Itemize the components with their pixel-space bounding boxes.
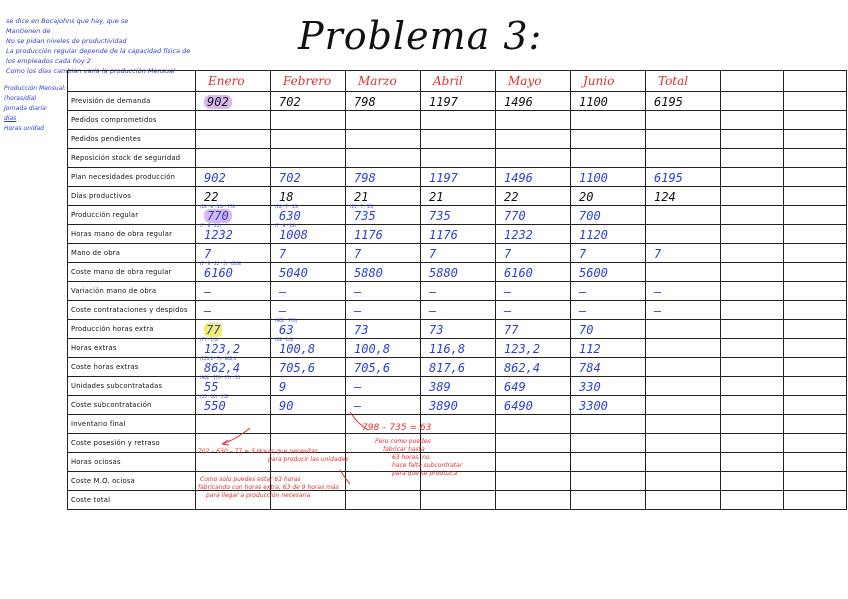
cell-value: 21 <box>429 190 444 204</box>
row-label: Coste mano de obra regular <box>68 263 196 282</box>
cell-value: 116,8 <box>429 342 466 356</box>
cell-value: 5040 <box>279 266 308 280</box>
month-header: Total <box>646 71 721 92</box>
cell-value: 7 <box>354 247 362 261</box>
calc-note: (7 · 8 · 22 · 5) · 6160 <box>200 261 242 266</box>
calc-note: (7 · 8 · 18) <box>275 223 296 228</box>
cell-value: 70 <box>579 323 594 337</box>
cell-value: 735 <box>429 209 451 223</box>
row-label: Producción regular <box>68 206 196 225</box>
cell-value: — <box>354 380 362 394</box>
cell-value: 389 <box>429 380 451 394</box>
red-annotation: para producir las unidades <box>268 456 349 463</box>
red-annotation: Como solo puedes estar 63 horas <box>200 476 301 483</box>
cell-value: 3300 <box>579 399 608 413</box>
cell-value: — <box>579 285 587 299</box>
cell-value: 22 <box>504 190 519 204</box>
cell-value: — <box>204 285 212 299</box>
cell-value: 798 <box>354 95 376 109</box>
red-annotation: fabricar hasta <box>383 446 425 453</box>
cell-value: — <box>279 304 287 318</box>
side-note: Producción Mensual: <box>4 85 66 92</box>
red-annotation: 63 horas, no <box>392 454 430 461</box>
cell-value: 1232 <box>204 228 233 242</box>
cell-value: 862,4 <box>504 361 541 375</box>
cell-value: — <box>579 304 587 318</box>
row-label: Coste subcontratación <box>68 396 196 415</box>
row-label: Variación mano de obra <box>68 282 196 301</box>
cell-value: 702 <box>279 171 301 185</box>
cell-value: 112 <box>579 342 601 356</box>
red-annotation: 798 – 735 = 63 <box>362 423 432 433</box>
cell-value: 123,2 <box>504 342 541 356</box>
cell-value: 550 <box>204 399 226 413</box>
cell-value: 55 <box>204 380 219 394</box>
cell-value: 1197 <box>429 171 458 185</box>
cell-value: 3890 <box>429 399 458 413</box>
row-label: Producción horas extra <box>68 320 196 339</box>
cell-value: 1100 <box>579 171 608 185</box>
red-annotation: para que se produzca <box>392 470 458 477</box>
red-annotation: fabricando con horas extra, 63 de 9 horas más <box>198 484 339 491</box>
red-annotation: 702 – 630 – 77 = 3 Horas que necesitas <box>198 448 318 455</box>
cell-value: 702 <box>279 95 301 109</box>
cell-value: 73 <box>429 323 444 337</box>
cell-value: 7 <box>204 247 212 261</box>
note-line: Mantienen de <box>6 27 51 35</box>
side-note: días <box>4 115 17 122</box>
cell-value: 7 <box>279 247 287 261</box>
cell-value: 770 <box>504 209 526 223</box>
cell-value: 6195 <box>654 171 683 185</box>
side-note: (horas/día) <box>4 95 37 102</box>
cell-value: — <box>429 285 437 299</box>
cell-value: 73 <box>354 323 369 337</box>
cell-value: 1496 <box>504 171 533 185</box>
cell-value: 902 <box>204 95 232 109</box>
cell-value: 1176 <box>354 228 383 242</box>
cell-value: — <box>279 285 287 299</box>
row-label: Pedidos comprometidos <box>68 111 196 130</box>
cell-value: — <box>504 285 512 299</box>
cell-value: — <box>654 285 662 299</box>
cell-value: 784 <box>579 361 601 375</box>
row-label: Coste contrataciones y despidos <box>68 301 196 320</box>
row-label: Días productivos <box>68 187 196 206</box>
row-label: Pedidos pendientes <box>68 130 196 149</box>
month-header: Marzo <box>346 71 421 92</box>
cell-value: 5880 <box>354 266 383 280</box>
cell-value: — <box>429 304 437 318</box>
cell-value: 100,8 <box>354 342 391 356</box>
cell-value: 100,8 <box>279 342 316 356</box>
cell-value: — <box>654 304 662 318</box>
cell-value: 1176 <box>429 228 458 242</box>
cell-value: 6490 <box>504 399 533 413</box>
cell-value: 5600 <box>579 266 608 280</box>
cell-value: 1197 <box>429 95 458 109</box>
cell-value: 700 <box>579 209 601 223</box>
calc-note: (18 · 7 · 35) <box>275 204 299 209</box>
note-line: La producción regular depende de la capacidad física de <box>6 47 191 55</box>
red-annotation: Pero como puedes <box>375 438 431 445</box>
side-note: Jornada diaria· <box>4 105 48 112</box>
cell-value: 735 <box>354 209 376 223</box>
row-label: Horas extras <box>68 339 196 358</box>
cell-value: 902 <box>204 171 226 185</box>
cell-value: 1100 <box>579 95 608 109</box>
cell-value: 123,2 <box>204 342 241 356</box>
cell-value: 1232 <box>504 228 533 242</box>
cell-value: 330 <box>579 380 601 394</box>
month-header: Junio <box>571 71 646 92</box>
note-line: se dice en Bocajohns que hay, que se <box>6 17 129 25</box>
cell-value: 7 <box>429 247 437 261</box>
month-header: Abril <box>421 71 496 92</box>
calc-note: (22 · 8 · 35) · 770 <box>200 204 235 209</box>
calc-note: (21 · 7 · 35) <box>350 204 374 209</box>
cell-value: — <box>504 304 512 318</box>
red-annotation: para llegar a producción necesaria <box>206 492 311 499</box>
calc-note: (77 · 1,6) <box>200 337 219 342</box>
cell-value: 124 <box>654 190 676 204</box>
cell-value: 817,6 <box>429 361 466 375</box>
row-label: Plan necesidades producción <box>68 168 196 187</box>
row-label: Coste total <box>68 491 196 510</box>
cell-value: 5880 <box>429 266 458 280</box>
cell-value: 798 <box>354 171 376 185</box>
cell-value: 21 <box>354 190 369 204</box>
calc-note: (902 · 770 · 77) · 55 <box>200 375 241 380</box>
page-title: Problema 3: <box>298 14 543 58</box>
cell-value: 1496 <box>504 95 533 109</box>
row-label: Horas ociosas <box>68 453 196 472</box>
cell-value: 7 <box>504 247 512 261</box>
cell-value: 649 <box>504 380 526 394</box>
cell-value: — <box>354 399 362 413</box>
calc-note: (902 · 770) <box>275 318 298 323</box>
row-label: Previsión de demanda <box>68 92 196 111</box>
cell-value: 90 <box>279 399 294 413</box>
cell-value: 6195 <box>654 95 683 109</box>
cell-value: 6160 <box>504 266 533 280</box>
cell-value: 7 <box>654 247 662 261</box>
red-annotation: hace falta subcontratar <box>392 462 463 469</box>
cell-value: 6160 <box>204 266 233 280</box>
cell-value: 630 <box>279 209 301 223</box>
row-label: Reposición stock de seguridad <box>68 149 196 168</box>
calc-note: (123,2 · 7) · 862,4 <box>200 356 237 361</box>
note-line: Como los días cambian varía la producción Mensual <box>6 67 175 75</box>
cell-value: 22 <box>204 190 219 204</box>
row-label: Inventario final <box>68 415 196 434</box>
cell-value: — <box>204 304 212 318</box>
row-label: Coste horas extras <box>68 358 196 377</box>
month-header: Mayo <box>496 71 571 92</box>
row-label: Unidades subcontratadas <box>68 377 196 396</box>
cell-value: 77 <box>504 323 519 337</box>
row-label: Mano de obra <box>68 244 196 263</box>
note-line: los empleados cada hoy 2 <box>6 57 91 65</box>
cell-value: 705,6 <box>354 361 391 375</box>
side-note: Horas unidad <box>4 125 44 132</box>
month-header: Enero <box>196 71 271 92</box>
row-label: Horas mano de obra regular <box>68 225 196 244</box>
cell-value: 63 <box>279 323 294 337</box>
cell-value: 20 <box>579 190 594 204</box>
cell-value: 862,4 <box>204 361 241 375</box>
cell-value: 1008 <box>279 228 308 242</box>
cell-value: 1120 <box>579 228 608 242</box>
cell-value: 705,6 <box>279 361 316 375</box>
cell-value: 7 <box>579 247 587 261</box>
cell-value: 9 <box>279 380 287 394</box>
cell-value: — <box>354 304 362 318</box>
cell-value: 770 <box>204 209 232 223</box>
calc-note: (7 · 8 · 22) <box>200 223 221 228</box>
cell-value: 77 <box>206 323 221 337</box>
month-header: Febrero <box>271 71 346 92</box>
row-label: Coste posesión y retraso <box>68 434 196 453</box>
calc-note: (63 · 1,6) <box>275 337 294 342</box>
cell-value: 18 <box>279 190 294 204</box>
cell-value: — <box>354 285 362 299</box>
calc-note: (55 · 10) · 550 <box>200 394 229 399</box>
note-line: No se pidan niveles de productividad <box>6 37 127 45</box>
row-label: Coste M.O. ociosa <box>68 472 196 491</box>
